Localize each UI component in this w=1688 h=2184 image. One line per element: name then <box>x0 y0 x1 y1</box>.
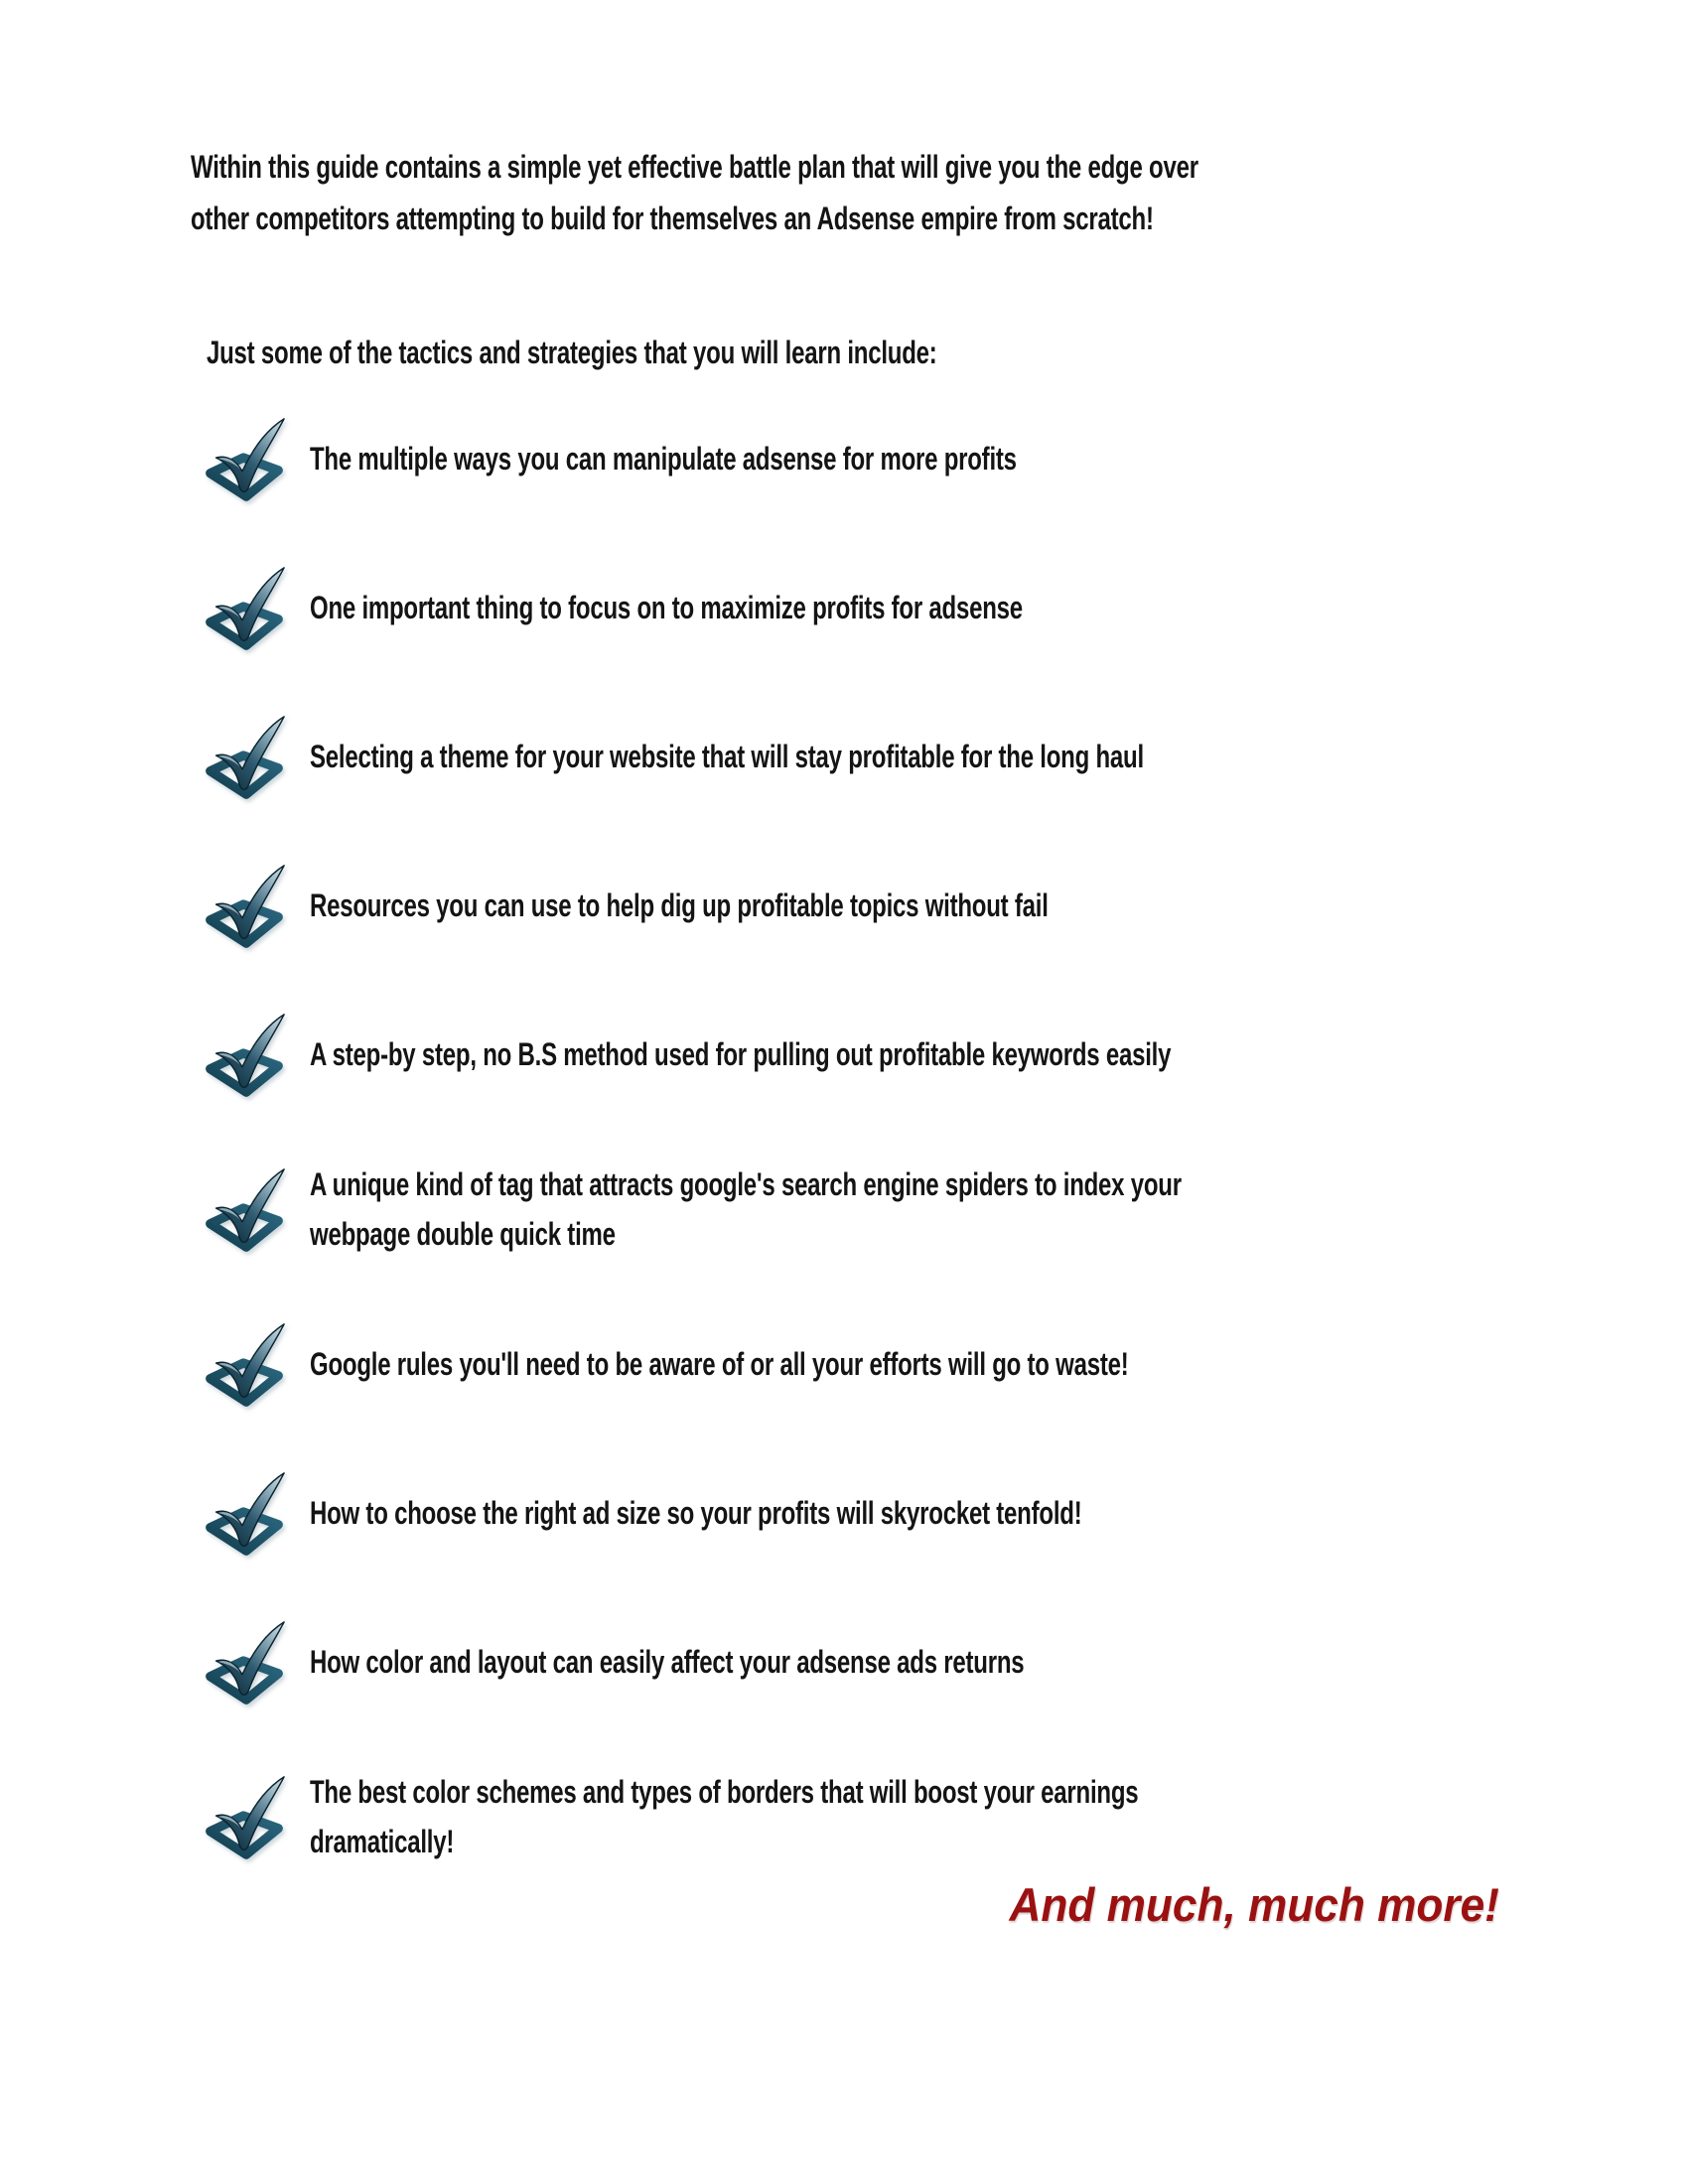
checklist-item-text <box>310 1029 1458 1079</box>
checklist-item-text <box>310 583 1260 632</box>
much-more-text: And much, much more! <box>1009 1878 1499 1931</box>
checklist-item-text <box>310 434 1252 483</box>
checklist-item-line: How to choose the right ad size so your profits will skyrocket tenfold! <box>310 1495 1082 1531</box>
checklist-item <box>201 1320 1591 1408</box>
checklist-item-text <box>310 1767 1415 1866</box>
checklist-item-text <box>310 1339 1401 1389</box>
checklist-item-line: How color and layout can easily affect your adsense ads returns <box>310 1644 1025 1680</box>
checklist-item-line: dramatically! <box>310 1824 455 1859</box>
checklist-item-text <box>310 881 1295 930</box>
checklist-item-line: The multiple ways you can manipulate adsense for more profits <box>310 441 1017 477</box>
checklist-item-line: One important thing to focus on to maximize profits for adsense <box>310 590 1023 625</box>
checklist-item-line: Resources you can use to help dig up profitable topics without fail <box>310 887 1049 923</box>
checkbox-tick-icon <box>201 415 288 502</box>
checklist-item-line: Selecting a theme for your website that will stay profitable for the long haul <box>310 739 1144 774</box>
checklist-item-text <box>310 1488 1339 1538</box>
checkbox-tick-icon <box>201 1320 288 1408</box>
list-header-text: Just some of the tactics and strategies that you will learn include: <box>207 335 937 370</box>
checklist-item <box>201 713 1591 800</box>
intro-line: other competitors attempting to build for themselves an Adsense empire from scratch! <box>191 201 1154 236</box>
checklist-item-text <box>310 1160 1472 1259</box>
intro-line: Within this guide contains a simple yet effective battle plan that will give you the edge over <box>191 149 1198 185</box>
checklist-item <box>201 1011 1591 1098</box>
checkbox-tick-icon <box>201 1011 288 1098</box>
checklist-item-line: The best color schemes and types of borders that will boost your earnings <box>310 1774 1139 1810</box>
checklist-item <box>201 1160 1591 1259</box>
checklist-item <box>201 415 1591 502</box>
checklist-item-line: A unique kind of tag that attracts google's search engine spiders to index your <box>310 1166 1182 1202</box>
checklist <box>201 415 1591 1928</box>
checkbox-tick-icon <box>201 1618 288 1706</box>
checkbox-tick-icon <box>201 1165 288 1253</box>
checklist-item-line: Google rules you'll need to be aware of or all your efforts will go to waste! <box>310 1346 1129 1382</box>
checklist-item <box>201 1767 1591 1866</box>
checklist-item <box>201 1618 1591 1706</box>
checklist-item-line: A step-by step, no B.S method used for pulling out profitable keywords easily <box>310 1036 1172 1072</box>
checklist-item-text <box>310 1637 1262 1687</box>
checkbox-tick-icon <box>201 862 288 949</box>
checkbox-tick-icon <box>201 1469 288 1557</box>
checklist-item-line: webpage double quick time <box>310 1216 616 1252</box>
checklist-item-text <box>310 732 1422 781</box>
list-header <box>207 330 1181 375</box>
checkbox-tick-icon <box>201 1773 288 1860</box>
checkbox-tick-icon <box>201 713 288 800</box>
checkbox-tick-icon <box>201 564 288 651</box>
checklist-item <box>201 564 1591 651</box>
intro-paragraph <box>191 141 1534 244</box>
checklist-item <box>201 862 1591 949</box>
checklist-item <box>201 1469 1591 1557</box>
